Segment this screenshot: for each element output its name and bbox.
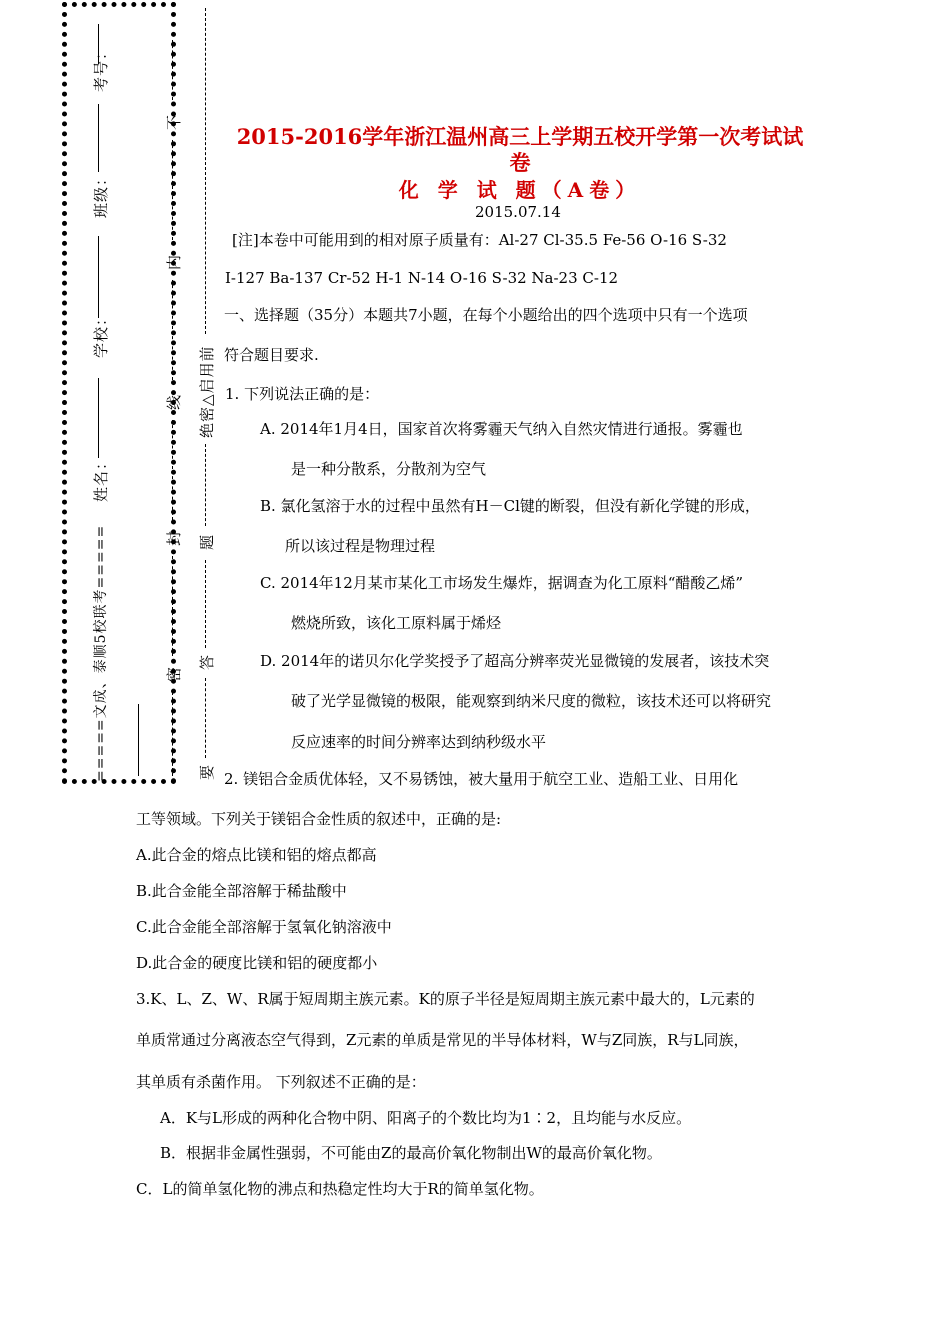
q1-option-a-line1: A. 2014年1月4日，国家首次将雾霾天气纳入自然灾情进行通报。雾霾也 bbox=[260, 420, 743, 438]
answer-dashed-line bbox=[205, 444, 206, 526]
seal-dashed-line bbox=[172, 420, 173, 520]
q1-option-a-line2: 是一种分散系，分散剂为空气 bbox=[291, 460, 487, 478]
q1-stem: 1. 下列说法正确的是： bbox=[225, 385, 380, 403]
exam-title-line2: 卷 bbox=[509, 150, 531, 175]
answer-char-da: 答 bbox=[198, 654, 217, 671]
answer-dashed-line bbox=[205, 560, 206, 648]
class-blank bbox=[98, 104, 99, 172]
q1-option-d-line1: D. 2014年的诺贝尔化学奖授予了超高分辨率荧光显微镜的发展者，该技术突 bbox=[260, 652, 770, 670]
q3-stem-line2: 单质常通过分离液态空气得到，Z元素的单质是常见的半导体材料，W与Z同族，R与L同族， bbox=[136, 1031, 749, 1049]
exam-subtitle: 化 学 试 题（A卷） bbox=[398, 178, 642, 202]
q1-option-d-line2: 破了光学显微镜的极限，能观察到纳米尺度的微粒，该技术还可以将研究 bbox=[291, 692, 772, 710]
q2-option-d: D.此合金的硬度比镁和铝的硬度都小 bbox=[136, 954, 378, 972]
seal-char-nei: 内 bbox=[165, 254, 184, 271]
seal-dashed-line bbox=[172, 692, 173, 776]
atomic-mass-note-line1: [注]本卷中可能用到的相对原子质量有：Al-27 Cl-35.5 Fe-56 O-16 S-32 bbox=[232, 231, 727, 249]
five-school-union-label: =====文成、泰顺5校联考===== bbox=[93, 524, 109, 782]
q2-stem-line2: 工等领域。下列关于镁铝合金性质的叙述中，正确的是: bbox=[136, 810, 502, 828]
binding-margin-box bbox=[62, 2, 176, 784]
seal-dashed-line bbox=[172, 556, 173, 656]
q3-option-b: B．根据非金属性强弱，不可能由Z的最高价氧化物制出W的最高价氧化物。 bbox=[160, 1144, 662, 1162]
school-blank bbox=[98, 236, 99, 318]
section1-intro-line2: 符合题目要求. bbox=[224, 346, 319, 364]
seal-char-feng: 封 bbox=[165, 530, 184, 547]
q2-option-c: C.此合金能全部溶解于氢氧化钠溶液中 bbox=[136, 918, 392, 936]
q1-option-b-line1: B. 氯化氢溶于水的过程中虽然有H－Cl键的断裂，但没有新化学键的形成， bbox=[260, 497, 760, 515]
q1-option-c-line1: C. 2014年12月某市某化工市场发生爆炸，据调查为化工原料“醋酸乙烯” bbox=[260, 574, 744, 592]
exam-title bbox=[220, 124, 820, 176]
q3-stem-line3: 其单质有杀菌作用。 下列叙述不正确的是： bbox=[136, 1073, 426, 1091]
seal-char-mi: 密 bbox=[165, 666, 184, 683]
q2-option-b: B.此合金能全部溶解于稀盐酸中 bbox=[136, 882, 347, 900]
answer-dashed-line bbox=[205, 678, 206, 758]
exam-title-line1: 2015-2016学年浙江温州高三上学期五校开学第一次考试试 bbox=[236, 124, 804, 149]
q1-option-b-line2: 所以该过程是物理过程 bbox=[285, 537, 436, 555]
name-label: 姓名： bbox=[92, 453, 110, 502]
seal-char-xian: 线 bbox=[165, 394, 184, 411]
answer-dashed-line bbox=[205, 8, 206, 334]
school-label: 学校： bbox=[92, 309, 110, 358]
q2-option-a: A.此合金的熔点比镁和铝的熔点都高 bbox=[136, 846, 377, 864]
seal-dashed-line bbox=[172, 40, 173, 100]
seal-char-bu: 不 bbox=[165, 114, 184, 131]
secret-label: 绝密△启用前 bbox=[198, 345, 216, 438]
q3-option-c: C．L的简单氢化物的沸点和热稳定性均大于R的简单氢化物。 bbox=[136, 1180, 544, 1198]
seal-dashed-line bbox=[172, 280, 173, 380]
section1-intro-line1: 一、选择题（35分）本题共7小题，在每个小题给出的四个选项中只有一个选项 bbox=[224, 306, 748, 324]
q1-option-c-line2: 燃烧所致，该化工原料属于烯烃 bbox=[291, 614, 502, 632]
answer-char-ti: 题 bbox=[198, 534, 217, 551]
q1-option-d-line3: 反应速率的时间分辨率达到纳秒级水平 bbox=[291, 733, 547, 751]
atomic-mass-note-line2: I-127 Ba-137 Cr-52 H-1 N-14 O-16 S-32 Na-23 C-12 bbox=[225, 269, 619, 287]
class-label: 班级： bbox=[92, 169, 110, 218]
exam-number-label: 考号： bbox=[92, 43, 110, 92]
q2-stem-line1: 2. 镁铝合金质优体轻，又不易锈蚀，被大量用于航空工业、造船工业、日用化 bbox=[224, 770, 739, 788]
q3-stem-line1: 3.K、L、Z、W、R属于短周期主族元素。K的原子半径是短周期主族元素中最大的，L元素的 bbox=[136, 990, 755, 1008]
exam-date: 2015.07.14 bbox=[475, 203, 561, 221]
extra-blank-line bbox=[138, 704, 139, 776]
q3-option-a: A．K与L形成的两种化合物中阴、阳离子的个数比均为1∶2，且均能与水反应。 bbox=[160, 1109, 692, 1127]
name-blank bbox=[98, 378, 99, 458]
seal-dashed-line bbox=[172, 140, 173, 240]
exam-number-blank bbox=[98, 24, 99, 64]
answer-char-yao: 要 bbox=[198, 764, 217, 781]
